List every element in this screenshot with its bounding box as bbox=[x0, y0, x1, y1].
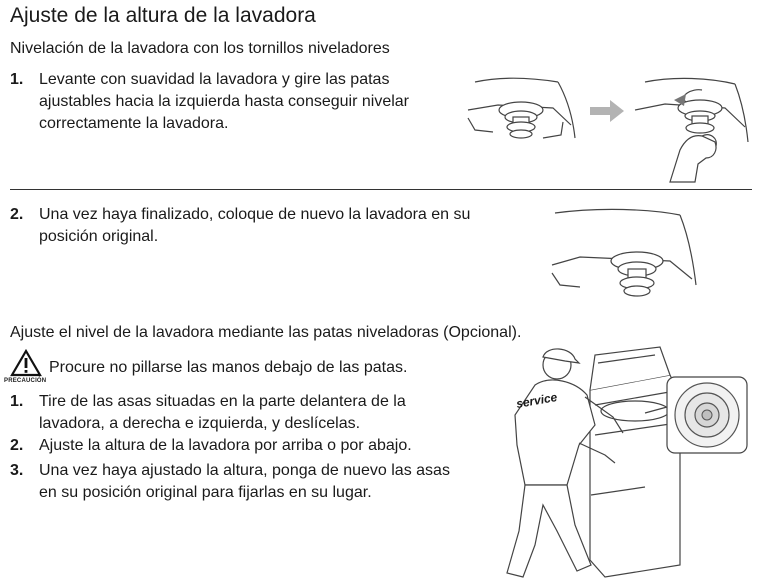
step-item bbox=[10, 435, 480, 457]
step-text-line: lavadora, a derecha e izquierda, y deslícelas. bbox=[39, 415, 361, 432]
warning-text: Procure no pillarse las manos debajo de las patas. bbox=[49, 359, 408, 376]
step-text-line: ajustables hacia la izquierda hasta conseguir nivelar bbox=[39, 93, 409, 110]
section-subtitle: Nivelación de la lavadora con los tornillos niveladores bbox=[10, 40, 390, 57]
step-text-line: Levante con suavidad la lavadora y gire las patas bbox=[39, 71, 390, 88]
step-number: 2. bbox=[10, 437, 24, 454]
step-text-line: Ajuste la altura de la lavadora por arriba o por abajo. bbox=[39, 437, 412, 454]
step-text-line: en su posición original para fijarlas en su lugar. bbox=[39, 484, 372, 501]
step-number: 3. bbox=[10, 462, 24, 479]
step-item bbox=[10, 204, 550, 248]
arrow-right-icon bbox=[590, 100, 624, 122]
step-item bbox=[10, 69, 460, 135]
step-text-line: Una vez haya ajustado la altura, ponga de nuevo las asas bbox=[39, 462, 450, 479]
step-text-line: Una vez haya finalizado, coloque de nuevo la lavadora en su bbox=[39, 206, 471, 223]
page-title: Ajuste de la altura de la lavadora bbox=[10, 4, 316, 27]
section-divider bbox=[10, 189, 752, 190]
step-number: 1. bbox=[10, 393, 24, 410]
step-number: 2. bbox=[10, 206, 24, 223]
step-item bbox=[10, 460, 490, 504]
shirt-service-text: service bbox=[515, 389, 559, 411]
foot-original-position-illustration bbox=[550, 205, 700, 305]
hand-turning-foot-illustration bbox=[630, 72, 752, 184]
step-item bbox=[10, 391, 480, 435]
warning-icon bbox=[11, 350, 41, 376]
section-intro: Ajuste el nivel de la lavadora mediante las patas niveladoras (Opcional). bbox=[10, 324, 522, 341]
step-text-line: Tire de las asas situadas en la parte delantera de la bbox=[39, 393, 406, 410]
warning-label: PRECAUCIÓN bbox=[4, 378, 47, 384]
step-text-line: posición original. bbox=[39, 228, 159, 245]
technician-adjusting-washer-illustration bbox=[495, 345, 757, 581]
step-text-line: correctamente la lavadora. bbox=[39, 115, 229, 132]
step-number: 1. bbox=[10, 71, 24, 88]
leveling-foot-illustration bbox=[463, 70, 578, 160]
